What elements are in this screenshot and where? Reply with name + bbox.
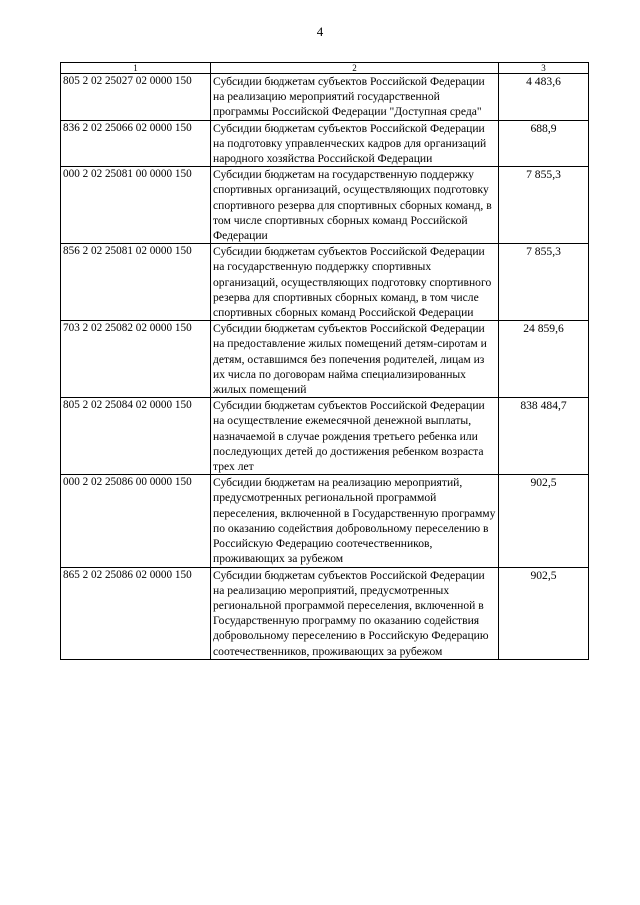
row-amount: 4 483,6 [499,74,589,121]
table-row [61,244,589,321]
table-row [61,475,589,567]
table-row [61,167,589,244]
table-row [61,567,589,659]
column-header-code: 1 [61,63,211,74]
table-row [61,398,589,475]
row-amount: 838 484,7 [499,398,589,475]
row-description: Субсидии бюджетам на государственную поддержку спортивных организаций, осуществляющих подготовку спортивного резерва для спортивных сборных команд, в том числе спортивных сборных команд Российской Федерации [211,167,499,244]
row-amount: 902,5 [499,475,589,567]
row-description: Субсидии бюджетам субъектов Российской Федерации на реализацию мероприятий, предусмотренных региональной программой переселения, включенной в Государственную программу по оказанию содействия добровольному переселению в Российскую Федерацию соотечественников, проживающих за рубежом [211,567,499,659]
row-code: 856 2 02 25081 02 0000 150 [61,244,211,321]
table-row [61,321,589,398]
page-number: 4 [316,24,324,39]
column-header-description: 2 [211,63,499,74]
row-description: Субсидии бюджетам субъектов Российской Федерации на подготовку управленческих кадров для организаций народного хозяйства Российской Федерации [211,120,499,167]
row-description: Субсидии бюджетам субъектов Российской Федерации на реализацию мероприятий государственной программы Российской Федерации "Доступная среда" [211,74,499,121]
row-code: 805 2 02 25084 02 0000 150 [61,398,211,475]
row-code: 703 2 02 25082 02 0000 150 [61,321,211,398]
row-code: 000 2 02 25081 00 0000 150 [61,167,211,244]
row-code: 000 2 02 25086 00 0000 150 [61,475,211,567]
row-code: 805 2 02 25027 02 0000 150 [61,74,211,121]
row-amount: 7 855,3 [499,167,589,244]
row-amount: 7 855,3 [499,244,589,321]
row-description: Субсидии бюджетам субъектов Российской Федерации на предоставление жилых помещений детям-сиротам и детям, оставшимся без попечения родителей, лицам из их числа по договорам найма специализированных жилых помещений [211,321,499,398]
row-amount: 24 859,6 [499,321,589,398]
row-amount: 902,5 [499,567,589,659]
budget-table [60,62,589,660]
row-code: 836 2 02 25066 02 0000 150 [61,120,211,167]
row-code: 865 2 02 25086 02 0000 150 [61,567,211,659]
row-description: Субсидии бюджетам субъектов Российской Федерации на государственную поддержку спортивных организаций, осуществляющих подготовку спортивного резерва для спортивных сборных команд, в том числе спортивных сборных команд Российской Федерации [211,244,499,321]
table-row [61,74,589,121]
row-amount: 688,9 [499,120,589,167]
column-header-amount: 3 [499,63,589,74]
table-header-row [61,63,589,74]
table-row [61,120,589,167]
row-description: Субсидии бюджетам на реализацию мероприятий, предусмотренных региональной программой переселения, включенной в Государственную программу по оказанию содействия добровольному переселению в Российскую Федерацию соотечественников, проживающих за рубежом [211,475,499,567]
row-description: Субсидии бюджетам субъектов Российской Федерации на осуществление ежемесячной денежной выплаты, назначаемой в случае рождения третьего ребенка или последующих детей до достижения ребенком возраста трех лет [211,398,499,475]
